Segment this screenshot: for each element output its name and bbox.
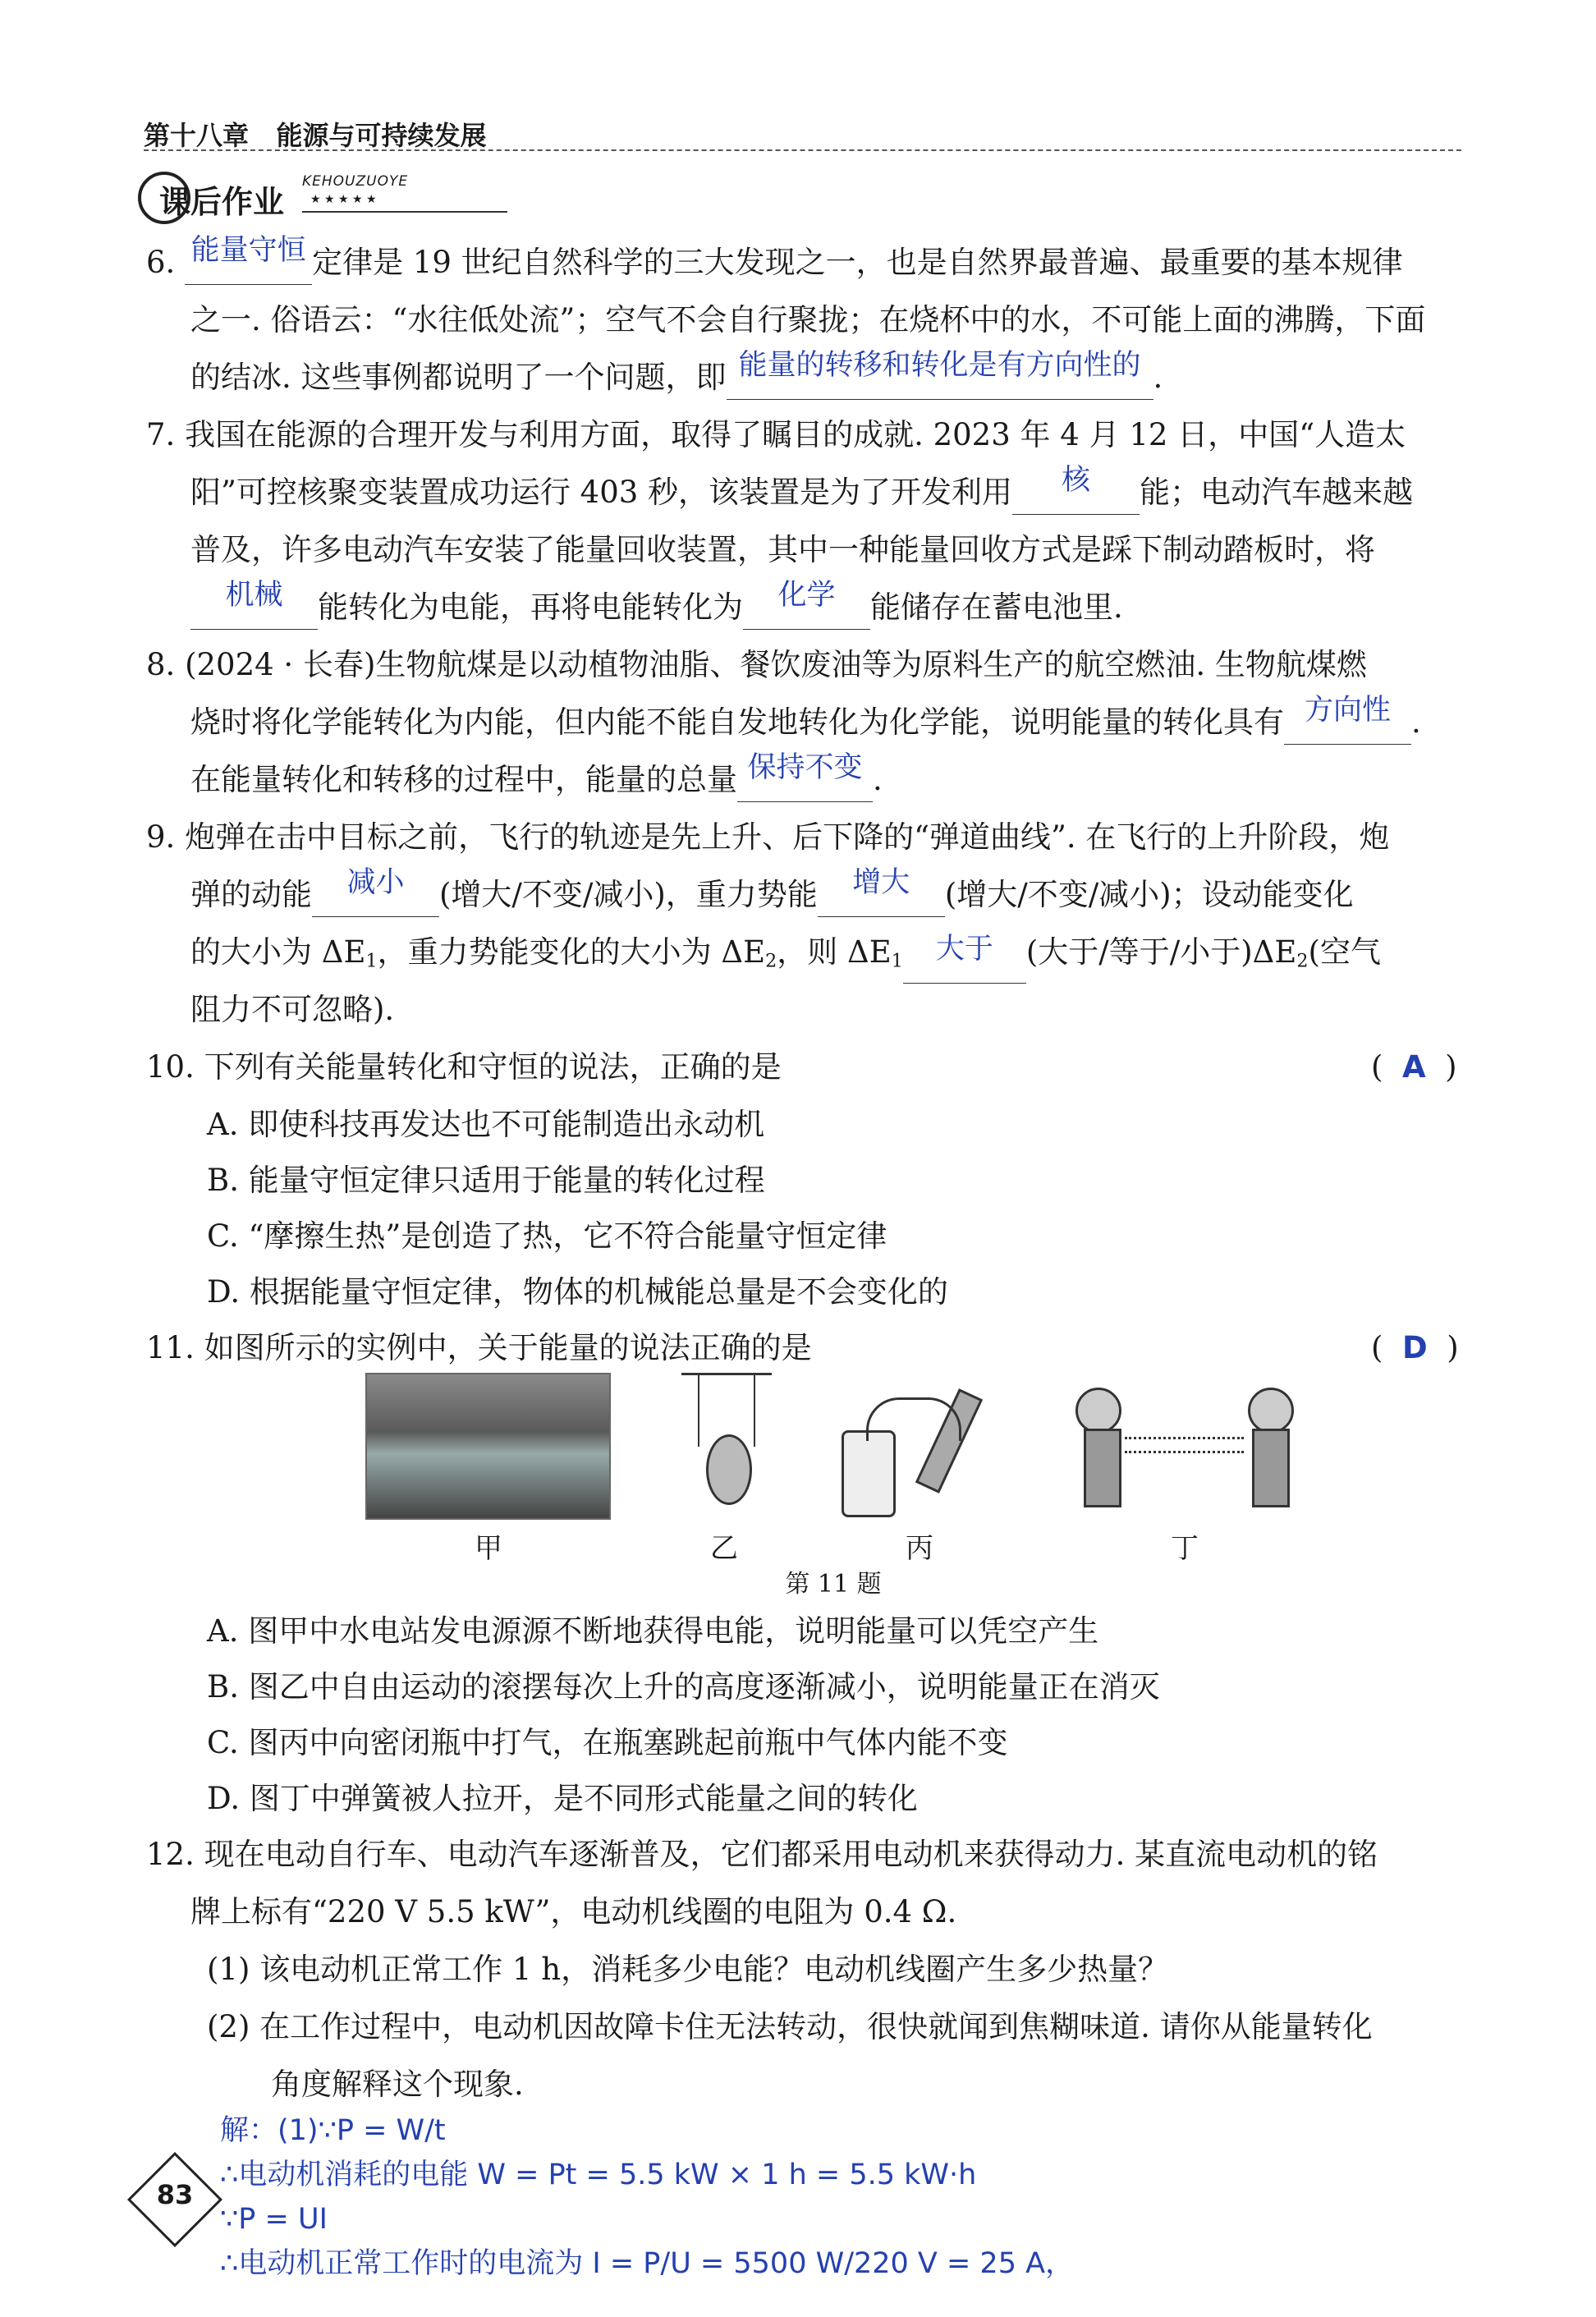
q9-text3b: ，重力势能变化的大小为 ΔE xyxy=(377,934,766,970)
figure-maxwell-wheel-image xyxy=(681,1373,772,1516)
figure-spring-pull-image xyxy=(1067,1379,1301,1511)
solution-line4: ∴电动机正常工作时的电流为 I = P/U = 5500 W/220 V = 25 A， xyxy=(220,2247,1075,2280)
figure-pump-bottle-image xyxy=(837,1373,1002,1516)
q9-blank2 xyxy=(818,866,945,917)
q6-number: 6. xyxy=(146,245,176,280)
q10-answer-bracket: ( A ) xyxy=(1371,1049,1457,1085)
q11-option-c: C. 图丙中向密闭瓶中打气，在瓶塞跳起前瓶中气体内能不变 xyxy=(207,1725,1008,1760)
q6-end: . xyxy=(1153,360,1163,395)
q7-line1 xyxy=(146,413,1406,457)
q6-answer1: 能量守恒 xyxy=(190,234,306,267)
q12-text1: 现在电动自行车、电动汽车逐渐普及，它们都采用电动机来获得动力. 某直流电动机的铭 xyxy=(204,1837,1378,1872)
q11-answer: D xyxy=(1401,1330,1428,1365)
q8-blank2 xyxy=(737,751,873,802)
q7-blank3 xyxy=(743,579,870,630)
q9-text3c: ，则 ΔE xyxy=(777,934,892,970)
q7-text2b: 能；电动汽车越来越 xyxy=(1140,475,1414,510)
q7-blank1 xyxy=(1012,464,1140,515)
chapter-number: 第十八章 xyxy=(144,120,250,151)
q10-option-a: A. 即使科技再发达也不可能制造出永动机 xyxy=(207,1107,765,1142)
q10-stem xyxy=(146,1045,782,1090)
q8-answer2: 保持不变 xyxy=(747,751,863,784)
q9-text2a: 弹的动能 xyxy=(190,877,312,912)
q9-number: 9. xyxy=(146,819,176,855)
figure-caption-yi: 乙 xyxy=(710,1532,738,1565)
q9-text2c: (增大/不变/减小)；设动能变化 xyxy=(944,877,1354,912)
q7-answer1: 核 xyxy=(1062,464,1091,497)
q9-sub1b: 1 xyxy=(891,950,903,972)
q6-line2: 之一. 俗语云：“水往低处流”；空气不会自行聚拢；在烧杯中的水，不可能上面的沸腾，下面 xyxy=(190,302,1426,337)
badge-underline xyxy=(302,211,507,213)
q7-text1: 我国在能源的合理开发与利用方面，取得了瞩目的成就. 2023 年 4 月 12 日，中国“人造太 xyxy=(185,417,1406,452)
q8-line1 xyxy=(146,643,1367,687)
q9-answer3: 大于 xyxy=(935,932,993,966)
solution-line3: ∵P = UI xyxy=(220,2203,328,2236)
q11-option-d: D. 图丁中弹簧被人拉开，是不同形式能量之间的转化 xyxy=(207,1781,918,1816)
q9-sub2: 2 xyxy=(765,950,777,972)
q9-sub2b: 2 xyxy=(1296,950,1309,972)
q9-line1 xyxy=(146,815,1389,860)
q8-answer1: 方向性 xyxy=(1304,694,1391,727)
q6-line1 xyxy=(146,234,1403,285)
q7-line4 xyxy=(190,579,1123,630)
q6-line3 xyxy=(190,349,1163,400)
q7-answer3: 化学 xyxy=(777,579,836,612)
q10-option-c: C. “摩擦生热”是创造了热，它不符合能量守恒定律 xyxy=(207,1218,887,1254)
q6-blank2 xyxy=(727,349,1153,400)
q12-line1 xyxy=(146,1833,1378,1877)
q9-line3 xyxy=(190,930,1381,984)
q7-line3: 普及，许多电动汽车安装了能量回收装置，其中一种能量回收方式是踩下制动踏板时，将 xyxy=(190,532,1375,567)
q12-number: 12. xyxy=(146,1837,195,1872)
q7-text4b: 能储存在蓄电池里. xyxy=(870,590,1123,625)
section-stars: ★ ★ ★ ★ ★ xyxy=(310,193,377,206)
q11-answer-bracket: ( D ) xyxy=(1371,1330,1459,1365)
q8-text3: 在能量转化和转移的过程中，能量的总量 xyxy=(190,762,737,797)
chapter-header xyxy=(144,115,486,153)
q6-text3: 的结冰. 这些事例都说明了一个问题，即 xyxy=(190,360,727,395)
q10-number: 10. xyxy=(146,1049,195,1085)
solution-line1: 解：(1)∵P = W/t xyxy=(220,2114,446,2147)
q9-text3d: (大于/等于/小于)ΔE xyxy=(1025,934,1297,970)
q11-option-a: A. 图甲中水电站发电源源不断地获得电能，说明能量可以凭空产生 xyxy=(207,1613,1099,1649)
q9-line4: 阻力不可忽略). xyxy=(190,992,395,1027)
q9-text3a: 的大小为 ΔE xyxy=(190,934,366,970)
q8-line3 xyxy=(190,751,883,802)
section-title: 课后作业 xyxy=(159,184,285,220)
q9-text2b: (增大/不变/减小)，重力势能 xyxy=(439,877,818,912)
q12-line2: 牌上标有“220 V 5.5 kW”，电动机线圈的电阻为 0.4 Ω. xyxy=(190,1894,957,1929)
q6-text1: 定律是 19 世纪自然科学的三大发现之一，也是自然界最普遍、最重要的基本规律 xyxy=(312,245,1403,280)
q9-blank3 xyxy=(903,932,1026,984)
figure-caption-jia: 甲 xyxy=(475,1532,502,1565)
q7-text2a: 阳”可控核聚变装置成功运行 403 秒，该装置是为了开发利用 xyxy=(190,475,1013,510)
q6-blank1 xyxy=(185,234,312,285)
q8-number: 8. xyxy=(146,647,176,682)
q8-line2 xyxy=(190,694,1421,745)
figure-caption-bing: 丙 xyxy=(906,1532,933,1565)
q8-end2: . xyxy=(873,762,883,797)
q8-text2: 烧时将化学能转化为内能，但内能不能自发地转化为化学能，说明能量的转化具有 xyxy=(190,704,1284,740)
q9-answer1: 减小 xyxy=(346,866,405,899)
q7-blank2 xyxy=(190,579,318,630)
q7-answer2: 机械 xyxy=(225,579,283,612)
q9-sub1: 1 xyxy=(365,950,378,972)
q8-text1: (2024 · 长春)生物航煤是以动植物油脂、餐饮废油等为原料生产的航空燃油. 生物航煤燃 xyxy=(185,647,1367,682)
q7-text4a: 能转化为电能，再将电能转化为 xyxy=(318,590,743,625)
q8-end: . xyxy=(1411,704,1421,740)
q12-part1: (1) 该电动机正常工作 1 h，消耗多少电能？电动机线圈产生多少热量？ xyxy=(207,1952,1169,1987)
q8-blank1 xyxy=(1284,694,1411,745)
q9-answer2: 增大 xyxy=(852,866,910,899)
figure-hydropower-image xyxy=(365,1373,611,1520)
q11-stem-text: 如图所示的实例中，关于能量的说法正确的是 xyxy=(204,1330,812,1365)
q10-answer: A xyxy=(1401,1049,1426,1085)
q10-stem-text: 下列有关能量转化和守恒的说法，正确的是 xyxy=(204,1049,782,1085)
section-badge xyxy=(138,168,507,226)
figure-title: 第 11 题 xyxy=(785,1570,882,1599)
q9-blank1 xyxy=(312,866,439,917)
q11-option-b: B. 图乙中自由运动的滚摆每次上升的高度逐渐减小，说明能量正在消灭 xyxy=(207,1669,1160,1704)
q12-part2a: (2) 在工作过程中，电动机因故障卡住无法转动，很快就闻到焦糊味道. 请你从能量转化 xyxy=(207,2009,1373,2044)
q9-line2 xyxy=(190,866,1354,917)
q6-answer2: 能量的转移和转化是有方向性的 xyxy=(738,349,1141,382)
q9-text1: 炮弹在击中目标之前，飞行的轨迹是先上升、后下降的“弹道曲线”. 在飞行的上升阶段，炮 xyxy=(185,819,1390,855)
q12-part2b: 角度解释这个现象. xyxy=(271,2067,524,2102)
q7-line2 xyxy=(190,464,1414,515)
header-divider xyxy=(144,149,1461,151)
q10-option-d: D. 根据能量守恒定律，物体的机械能总量是不会变化的 xyxy=(207,1274,948,1310)
chapter-title: 能源与可持续发展 xyxy=(276,120,487,151)
section-subtitle: KEHOUZUOYE xyxy=(302,173,409,190)
q11-number: 11. xyxy=(146,1330,195,1365)
q9-text3e: (空气 xyxy=(1308,934,1381,970)
q7-number: 7. xyxy=(146,417,176,452)
solution-line2: ∴电动机消耗的电能 W = Pt = 5.5 kW × 1 h = 5.5 kW·h xyxy=(220,2159,977,2191)
page-number: 83 xyxy=(156,2179,194,2210)
figure-caption-ding: 丁 xyxy=(1171,1532,1199,1565)
q10-option-b: B. 能量守恒定律只适用于能量的转化过程 xyxy=(207,1163,765,1198)
q11-stem xyxy=(146,1326,812,1370)
